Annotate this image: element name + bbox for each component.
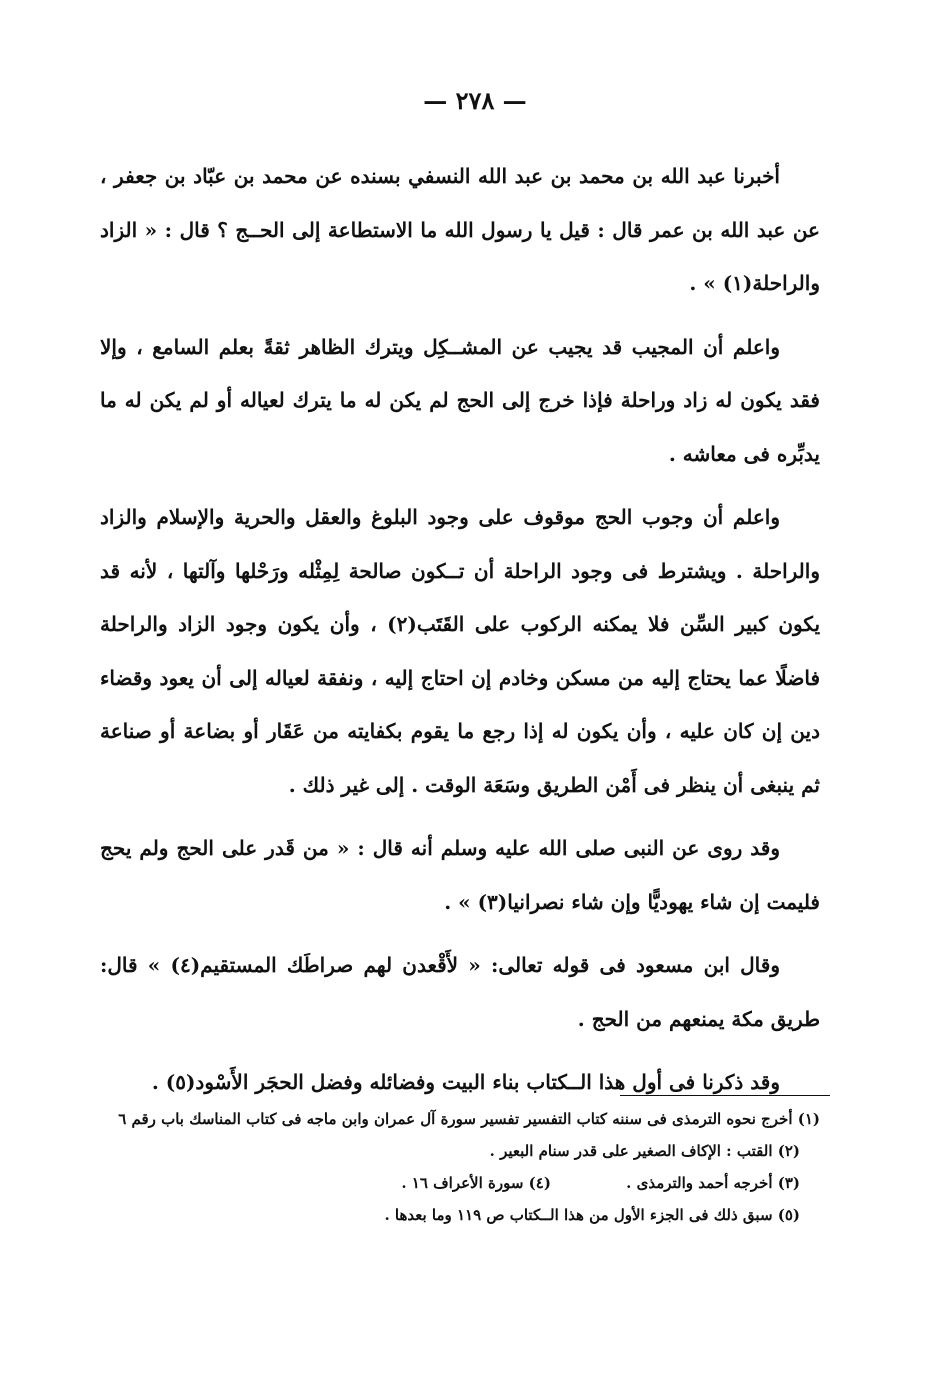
footnote-row-3-4: [100, 1167, 820, 1199]
footnote-3: (٣) أخرجه أحمد والترمذى .: [626, 1174, 800, 1192]
page-number: — ٢٧٨ —: [423, 86, 527, 115]
paragraph-hadith-istitaa: أخبرنا عبد الله بن محمد بن عبد الله النسفي بسنده عن محمد بن عبّاد بن جعفر ، عن عبد الله بن عمر قال : قيل يا رسول الله ما الاستطاعة إلى الحــج ؟ قال : « الزاد والراحلة(١) » .: [100, 164, 820, 295]
footnote-2: (٢) القتب : الإكاف الصغير على قدر سنام البعير .: [489, 1142, 800, 1160]
paragraph-man-qadara: وقد روى عن النبى صلى الله عليه وسلم أنه قال : « من قَدر على الحج ولم يحج فليمت إن شاء يهوديًّا وإن شاء نصرانيا(٣) » .: [100, 836, 820, 914]
footnote-4: (٤) سورة الأعراف ١٦ .: [401, 1174, 551, 1192]
footnotes: [100, 1103, 820, 1231]
paragraph-ibn-masud: وقال ابن مسعود فى قوله تعالى: « لأَقْعدن لهم صراطَك المستقيم(٤) » قال: طريق مكة يمنعهم من الحج .: [100, 953, 820, 1031]
main-text: [100, 150, 820, 1120]
paragraph-wujub-hajj: واعلم أن وجوب الحج موقوف على وجود البلوغ والعقل والحرية والإسلام والزاد والراحلة . ويشترط فى وجود الراحلة أن تــكون صالحة لِمِثْله ورَحْلها وآلتها ، لأنه قد يكون كبير السِّن فلا يمكنه الركوب على القَتَب(٢) ، وأن يكون وجود الزاد والراحلة فاضلًا عما يحتاج إليه من مسكن وخادم إن احتاج إليه ، ونفقة لعياله إلى أن يعود وقضاء دين إن كان عليه ، وأن يكون له إذا رجع ما يقوم بكفايته من عَقَار أو بضاعة أو صناعة ثم ينبغى أن ينظر فى أَمْن الطريق وسَعَة الوقت . إلى غير ذلك .: [100, 505, 821, 797]
paragraph-dhakarna: وقد ذكرنا فى أول هذا الــكتاب بناء البيت وفضائله وفضل الحجَر الأَسْود(٥) .: [151, 1070, 780, 1094]
footnote-divider: [620, 1095, 830, 1096]
footnote-5: (٥) سبق ذلك فى الجزء الأول من هذا الــكتاب ص ١١٩ وما بعدها .: [384, 1206, 800, 1224]
footnote-1: (١) أخرج نحوه الترمذى فى سننه كتاب التفسير تفسير سورة آل عمران وابن ماجه فى كتاب المناسك باب رقم ٦: [118, 1110, 820, 1128]
paragraph-mujib: واعلم أن المجيب قد يجيب عن المشــكِل ويترك الظاهر ثقةً بعلم السامع ، وإلا فقد يكون له زاد وراحلة فإذا خرج إلى الحج لم يكن له ما يترك لعياله أو لم يكن له ما يدبِّره فى معاشه .: [100, 334, 820, 466]
